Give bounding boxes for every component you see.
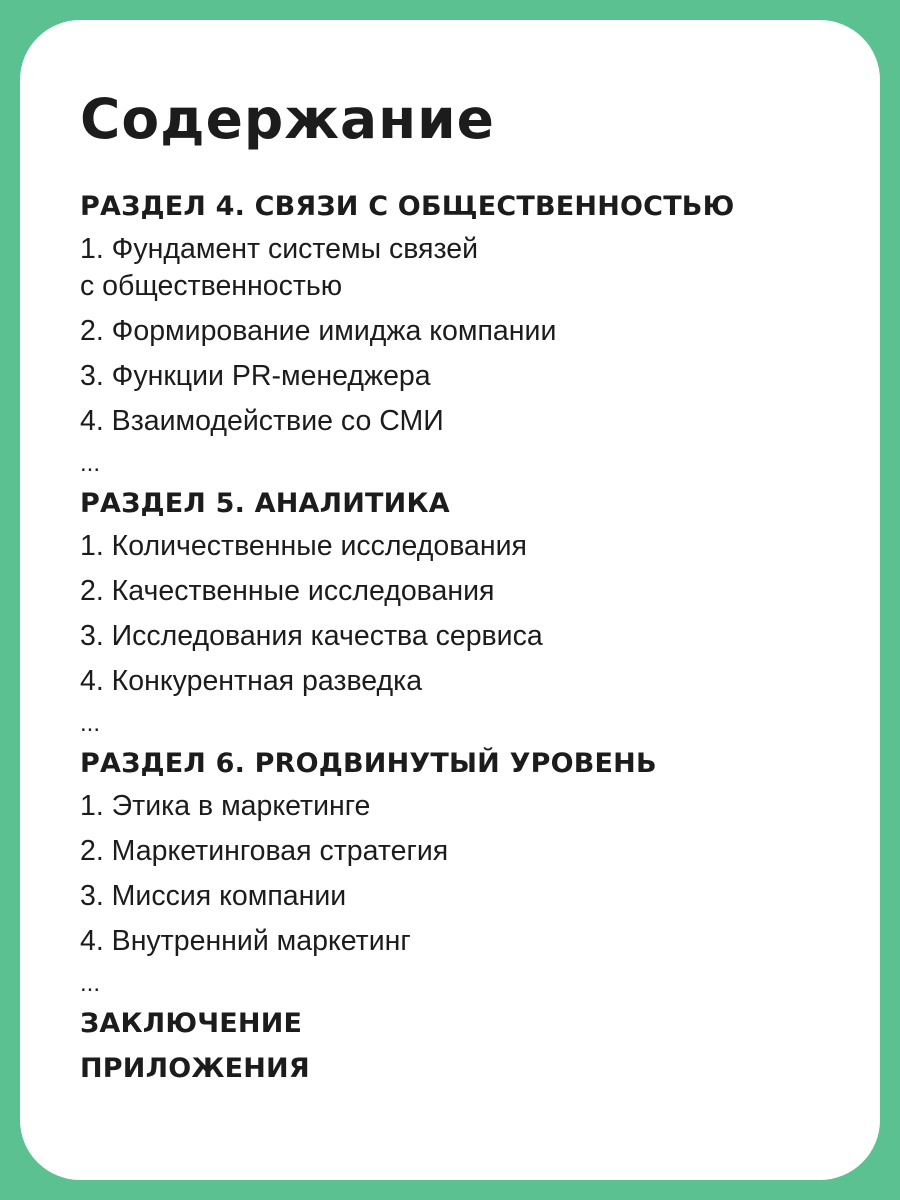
toc-item: 4. Внутренний маркетинг	[80, 925, 411, 957]
toc-item	[80, 227, 880, 309]
section-heading: РАЗДЕЛ 6. PROДВИНУТЫЙ УРОВЕНЬ	[80, 748, 657, 779]
section-heading: РАЗДЕЛ 4. СВЯЗИ С ОБЩЕСТВЕННОСТЬЮ	[80, 191, 735, 222]
toc-item-line: 1. Фундамент системы связей	[80, 233, 478, 265]
toc-item: 4. Конкурентная разведка	[80, 665, 423, 697]
toc-item: 2. Качественные исследования	[80, 575, 495, 607]
toc-item: 3. Функции PR-менеджера	[80, 360, 431, 392]
content-card	[20, 20, 880, 1180]
section-heading: РАЗДЕЛ 5. АНАЛИТИКА	[80, 488, 450, 519]
toc-item-line: с общественностью	[80, 270, 343, 302]
more-ellipsis: ...	[80, 710, 101, 737]
toc-item: 2. Маркетинговая стратегия	[80, 835, 449, 867]
toc-item: 3. Исследования качества сервиса	[80, 620, 543, 652]
more-ellipsis: ...	[80, 450, 101, 477]
conclusion-heading: ЗАКЛЮЧЕНИЕ	[80, 1008, 303, 1039]
section-4	[80, 187, 880, 484]
more-ellipsis: ...	[80, 970, 101, 997]
appendices-heading: ПРИЛОЖЕНИЯ	[80, 1053, 310, 1084]
toc-item: 3. Миссия компании	[80, 880, 347, 912]
table-of-contents	[80, 187, 880, 1089]
page-title: Содержание	[80, 87, 495, 151]
section-6	[80, 744, 880, 1004]
toc-item: 4. Взаимодействие со СМИ	[80, 405, 444, 437]
toc-item: 2. Формирование имиджа компании	[80, 315, 557, 347]
toc-item: 1. Этика в маркетинге	[80, 790, 371, 822]
toc-item: 1. Количественные исследования	[80, 530, 527, 562]
section-5	[80, 484, 880, 744]
